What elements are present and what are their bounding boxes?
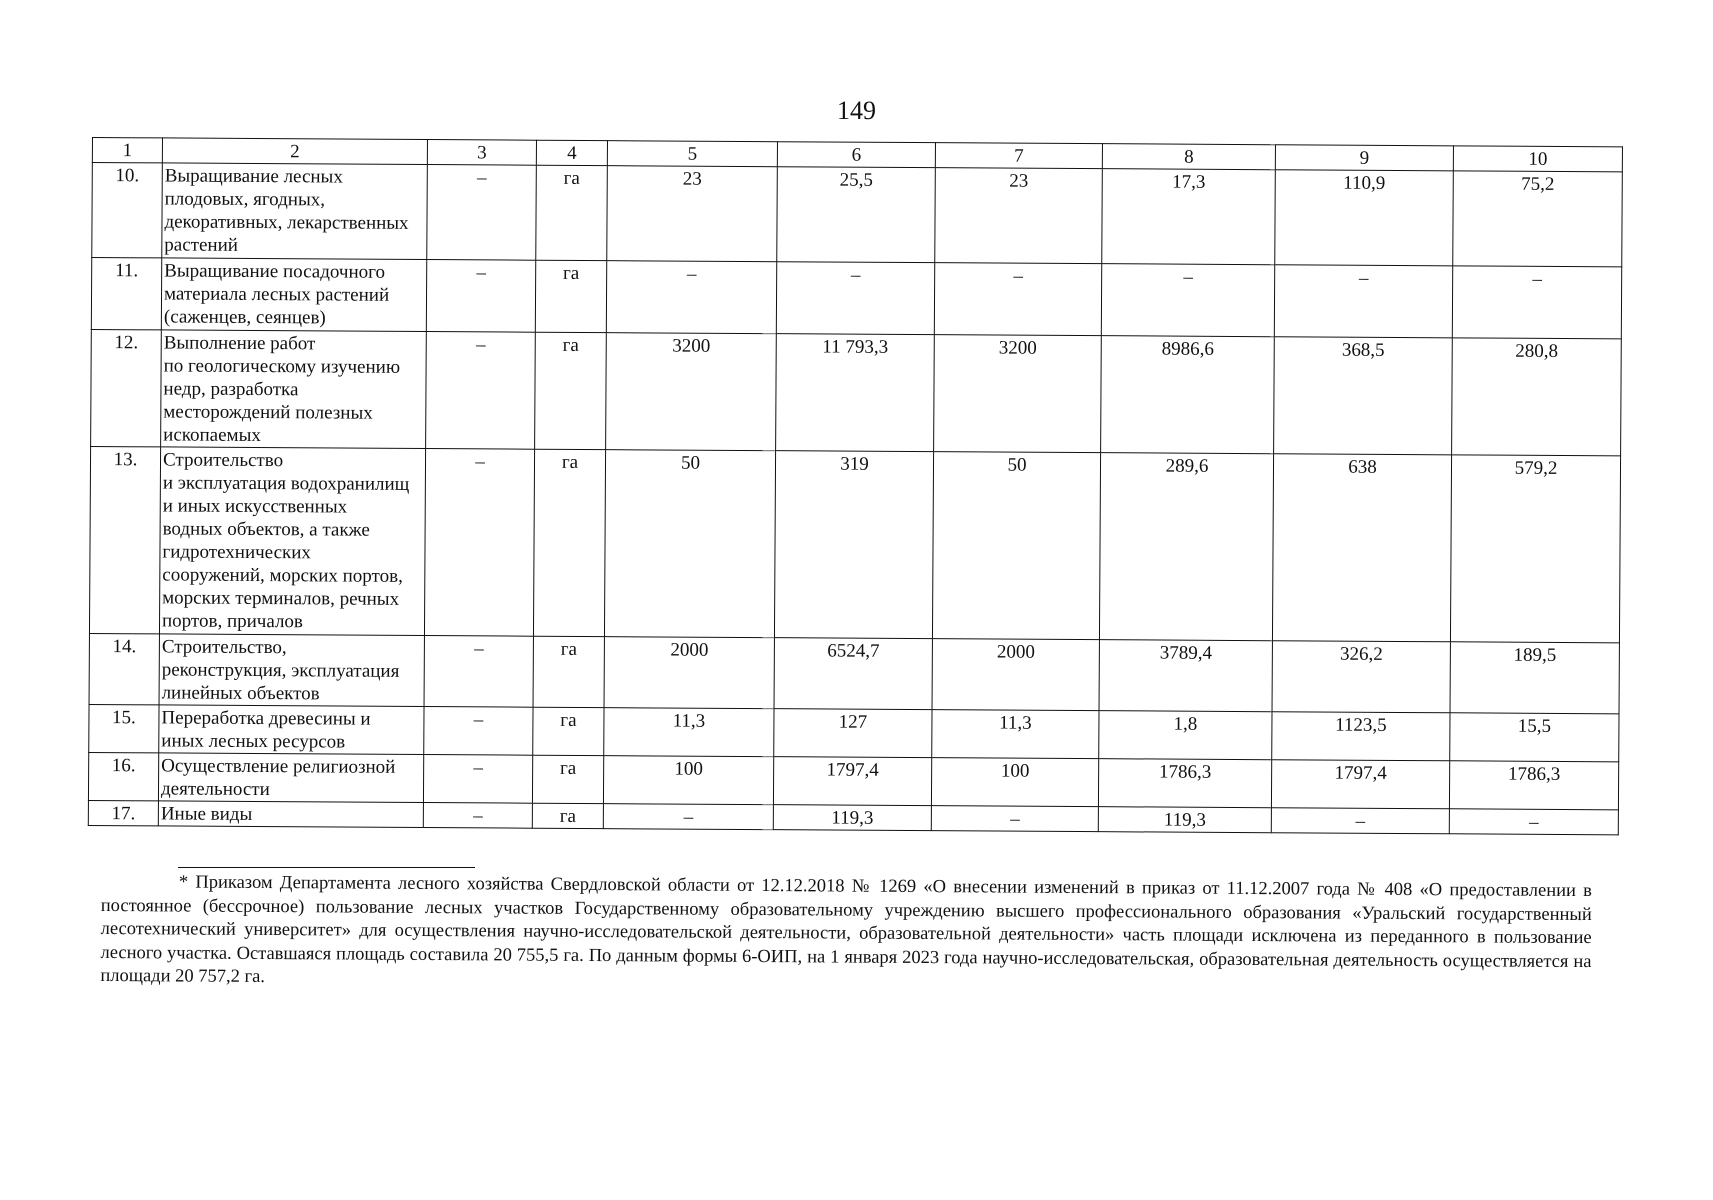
cell-col5: – [606,261,776,334]
column-header: 2 [162,138,427,165]
cell-col10: 15,5 [1450,713,1619,762]
column-header: 4 [536,140,607,165]
cell-col8: 8986,6 [1101,336,1275,454]
cell-col6: 6524,7 [774,638,932,710]
cell-col5: – [603,804,773,830]
cell-col9: 638 [1272,454,1451,642]
row-number: 14. [89,633,159,704]
cell-col7: 23 [935,168,1103,264]
row-name-line: Иные виды [160,803,253,825]
cell-col10: – [1452,266,1621,339]
row-name [162,163,428,260]
cell-col5: 100 [603,756,773,805]
table-row [89,704,1619,761]
cell-col10: 280,8 [1452,338,1622,456]
cell-col3: – [423,803,532,829]
cell-unit: га [535,260,606,332]
cell-unit: га [533,707,604,755]
row-name [161,258,426,332]
cell-col10: – [1449,809,1618,835]
row-name [161,330,427,449]
cell-col5: 23 [607,166,778,262]
row-name-line: Выращивание посадочного [164,260,386,283]
cell-col6: 319 [774,451,933,639]
table-row [91,329,1622,455]
row-name-line: месторождений полезных [163,401,373,424]
cell-col9: 326,2 [1272,641,1450,713]
cell-col7: 100 [931,758,1098,807]
cell-col10: 75,2 [1453,171,1623,267]
cell-col5: 2000 [604,637,774,709]
cell-col7: 50 [932,452,1100,640]
cell-col8: – [1101,264,1274,337]
cell-col10: 1786,3 [1449,761,1618,810]
column-header: 3 [427,140,536,166]
cell-col10: 189,5 [1450,642,1619,714]
row-name [158,801,423,828]
row-name-line: плодовых, ягодных, [164,188,326,211]
row-name-line: и иных искусственных [162,495,348,518]
cell-col7: 11,3 [932,710,1099,759]
cell-unit: га [533,636,604,707]
row-name-line: Строительство [162,449,284,472]
footnote-marker: * [178,872,189,893]
table-row [89,446,1620,642]
cell-col3: – [423,755,532,804]
row-name-line: материала лесных растений [163,283,390,306]
cell-col5: 3200 [606,333,777,451]
data-table [88,137,1623,835]
page-number-text: 149 [837,96,876,125]
row-name [158,753,423,803]
cell-unit: га [532,803,603,828]
row-number: 12. [91,329,162,446]
row-name-line: иных лесных ресурсов [161,730,346,753]
row-name-line: деятельности [160,778,270,801]
cell-col10: 579,2 [1450,455,1620,643]
row-name [159,705,424,755]
cell-col3: – [427,165,537,261]
cell-unit: га [535,332,607,449]
cell-col7: – [934,263,1101,336]
row-name-line: Строительство, [161,636,287,659]
cell-col9: 1123,5 [1272,712,1450,761]
row-name-line: водных объектов, а также [162,518,370,541]
column-header: 8 [1102,144,1275,170]
page-number [0,96,1713,126]
row-number: 16. [88,752,158,800]
row-name-line: (саженцев, сеянцев) [163,306,326,329]
row-name-line: морских терминалов, речных [162,587,400,610]
row-name-line: и эксплуатация водохранилищ [162,472,410,495]
row-name-line: ископаемых [163,424,261,447]
cell-col7: – [931,806,1098,832]
row-name-line: Осуществление религиозной [161,755,396,778]
cell-col6: – [776,262,934,335]
cell-unit: га [536,165,608,260]
cell-col6: 25,5 [777,167,936,263]
row-name-line: сооружений, морских портов, [162,564,403,587]
row-number: 13. [89,446,160,633]
cell-col3: – [424,636,533,708]
cell-col6: 1797,4 [773,757,931,806]
cell-col8: 119,3 [1098,807,1271,833]
row-name-line: линейных объектов [161,682,320,705]
cell-col6: 11 793,3 [776,334,935,452]
cell-col6: 127 [774,709,932,758]
cell-col9: 110,9 [1275,170,1454,266]
cell-col3: – [424,707,533,756]
row-number: 10. [92,163,163,258]
cell-col3: – [424,449,534,637]
cell-col9: 368,5 [1274,337,1453,455]
cell-unit: га [533,449,605,636]
row-name [159,447,425,636]
footnote-text: Приказом Департамента лесного хозяйства Свердловской области от 12.12.2018 № 1269 «О внесении изменений в приказ от 11.12.2007 года № 408 «О предоставлении в постоянное (бессрочное) пользование лесных участков Государственному образовательному учреждению высшего профессионального образования «Уральский государственный лесотехнический университет» для осуществления научно-исследовательской деятельности, образовательной деятельности» часть площади исключена из переданного в пользование лесного участка. Оставшаяся площадь составила 20 755,5 га. По данным формы 6-ОИП, на 1 января 2023 года научно-исследовательская, образовательная деятельность осуществляется на площади 20 757,2 га. [100,872,1592,988]
cell-col9: 1797,4 [1271,760,1449,809]
footnote [100,871,1592,998]
cell-col8: 17,3 [1102,169,1276,265]
column-header: 9 [1275,145,1453,171]
cell-col7: 2000 [932,639,1099,711]
row-name-line: реконструкция, эксплуатация [161,659,400,682]
row-name-line: Выращивание лесных [164,165,343,188]
row-number: 15. [89,704,159,752]
row-name-line: недр, разработка [163,378,299,401]
cell-unit: га [532,755,603,803]
cell-col5: 50 [604,450,775,638]
cell-col9: – [1274,265,1452,338]
row-name-line: декоративных, лекарственных [164,211,409,234]
table-body [88,138,1622,835]
cell-col9: – [1271,808,1449,834]
cell-col8: 1,8 [1099,711,1272,760]
table-row [89,633,1619,713]
row-name-line: Переработка древесины и [161,707,371,730]
row-name-line: портов, причалов [161,610,303,633]
row-name-line: по геологическому изучению [163,355,401,378]
column-header: 5 [607,141,777,167]
table-row [91,258,1621,339]
cell-col6: 119,3 [773,805,931,831]
row-name-line: гидротехнических [162,541,312,564]
cell-col5: 11,3 [604,708,774,757]
column-header: 10 [1453,146,1622,172]
row-name-line: Выполнение работ [163,332,316,355]
column-header: 6 [777,142,935,168]
cell-col8: 3789,4 [1099,640,1272,712]
row-number: 11. [91,258,161,330]
cell-col3: – [426,260,535,333]
row-name [159,634,424,707]
cell-col3: – [426,332,536,450]
row-number: 17. [88,800,158,825]
column-header: 7 [935,143,1102,169]
cell-col7: 3200 [934,335,1102,453]
table-row [92,163,1623,267]
row-name-line: растений [164,234,239,256]
footnote-divider [178,867,475,868]
cell-col8: 1786,3 [1098,759,1271,808]
column-header: 1 [92,138,162,163]
cell-col8: 289,6 [1099,453,1273,641]
